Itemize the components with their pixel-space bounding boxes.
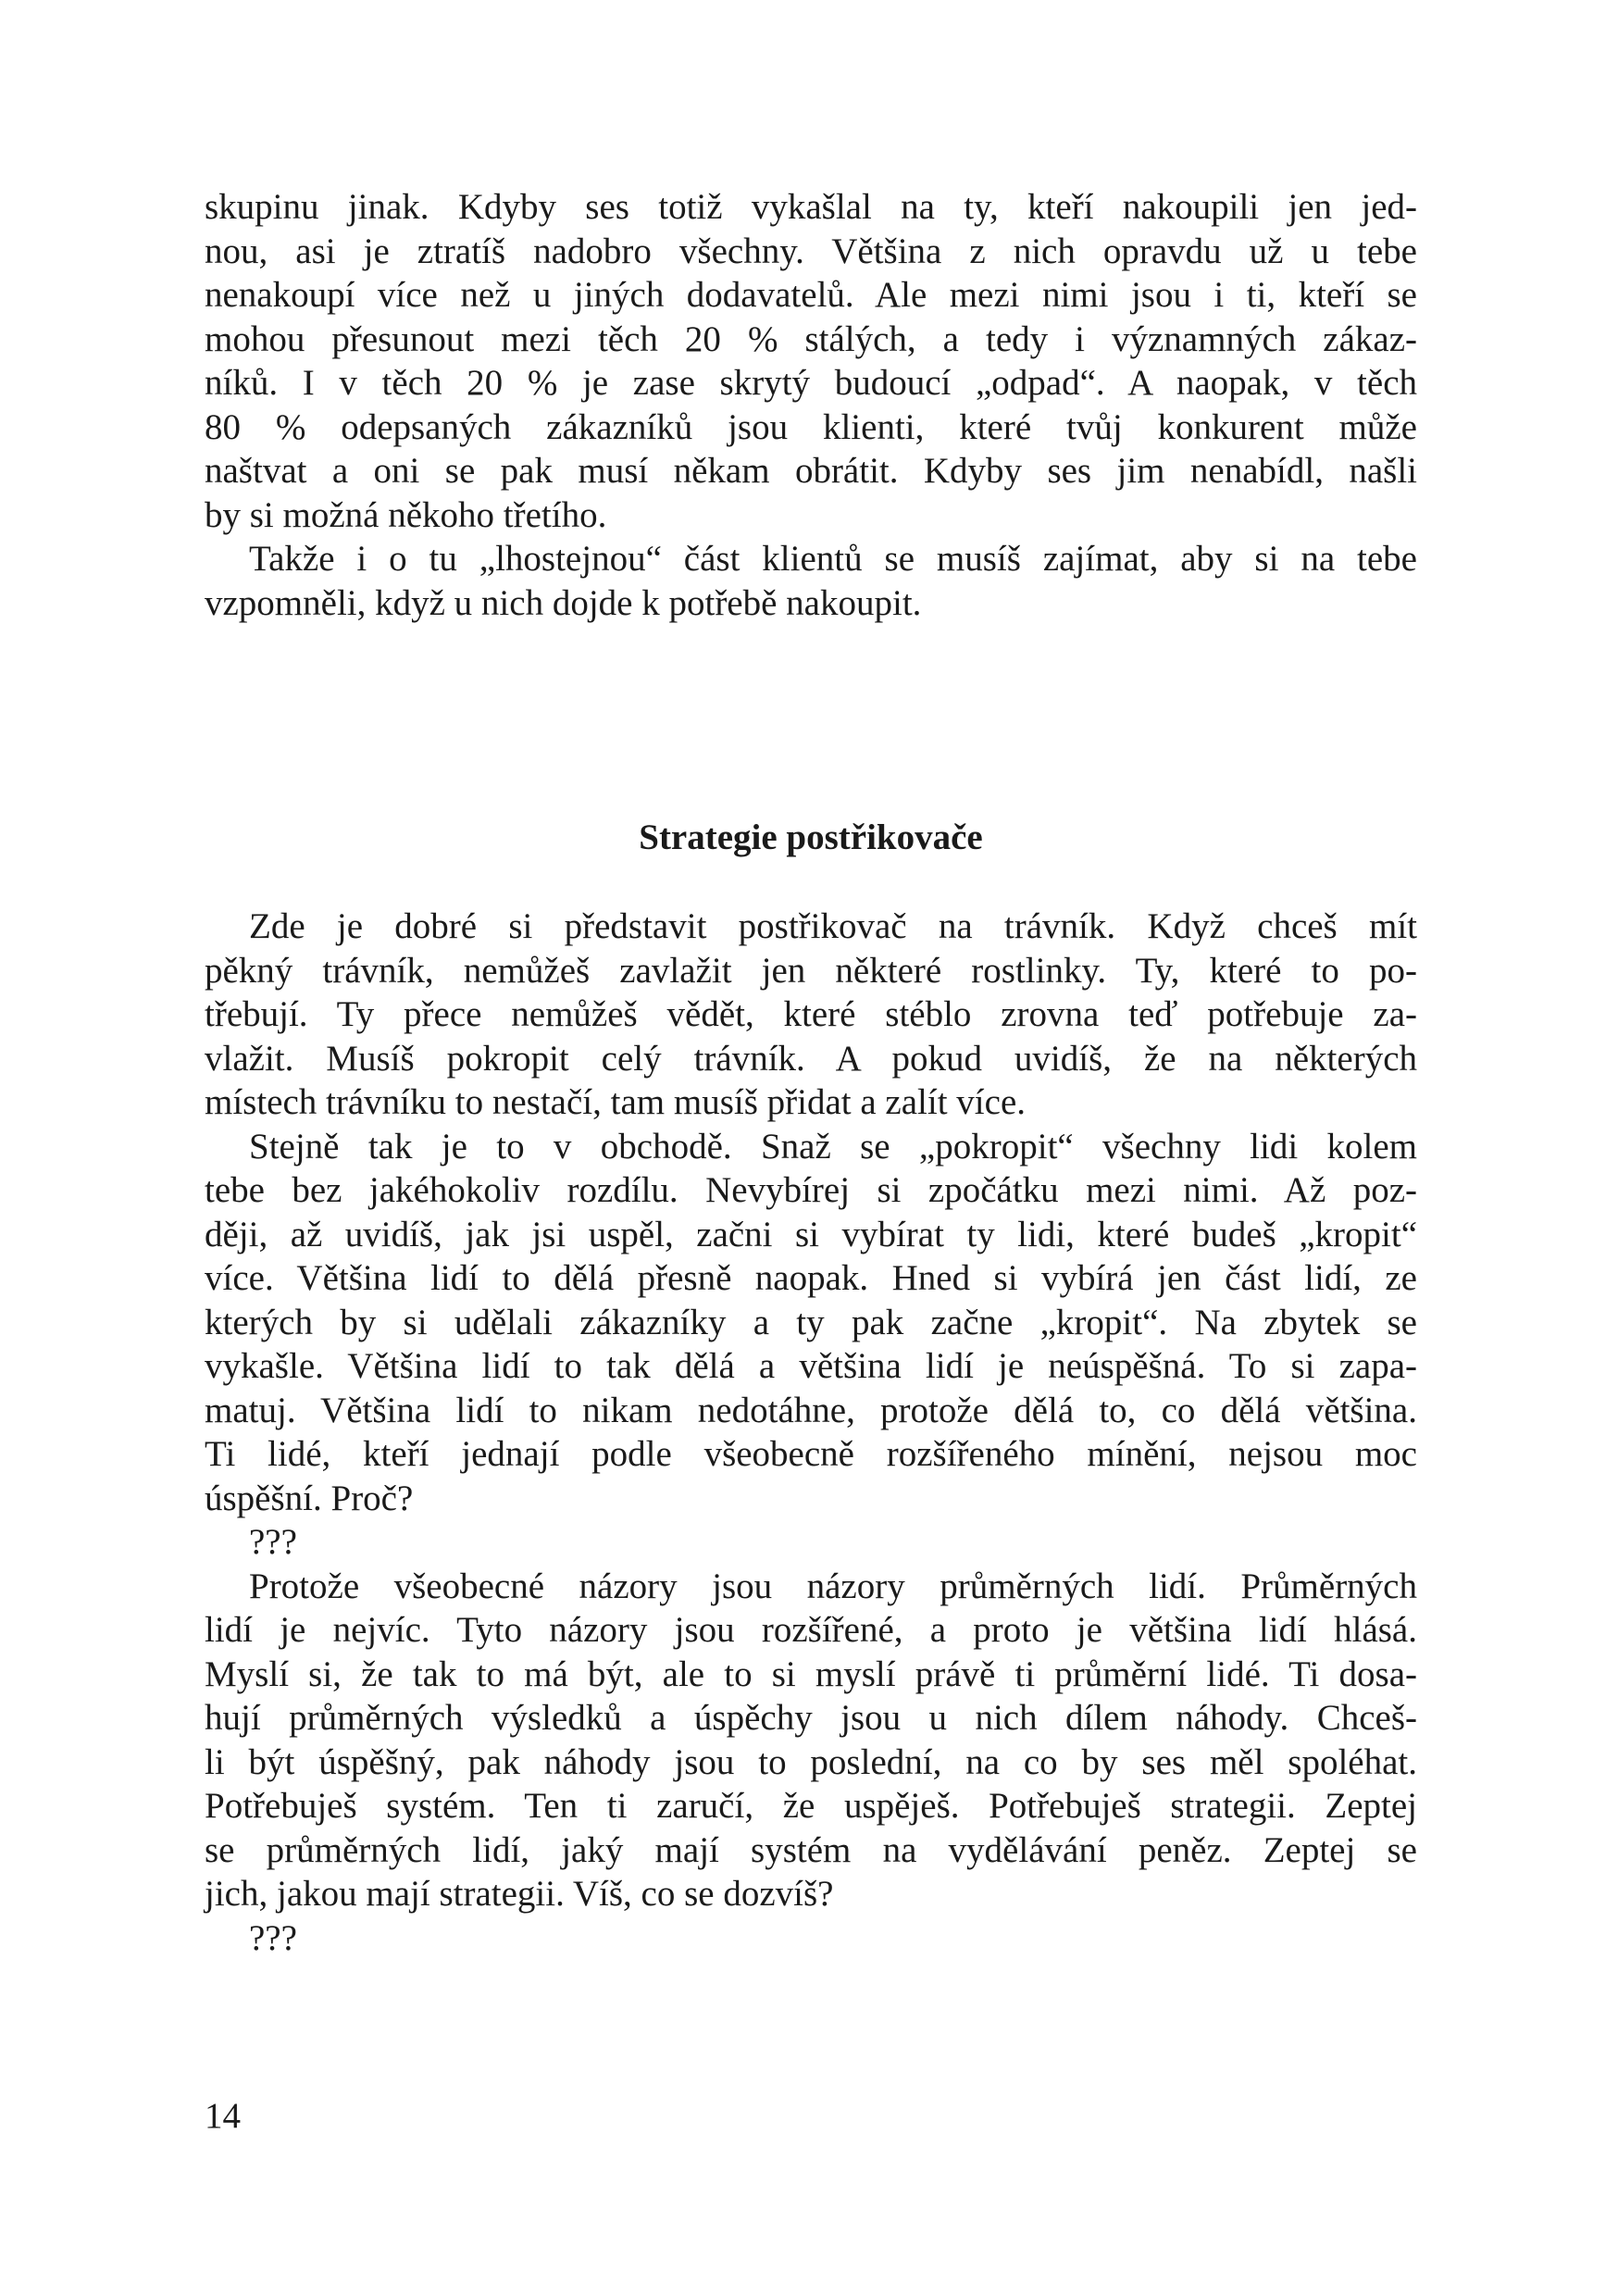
text-line: 80 % odepsaných zákazníků jsou klienti, které tvůj konkurent může <box>205 406 1417 447</box>
text-line: Potřebuješ systém. Ten ti zaručí, že uspěješ. Potřebuješ strategii. Zeptej <box>205 1786 1417 1826</box>
text-line: úspěšní. Proč? <box>205 1478 414 1518</box>
text-line: ději, až uvidíš, jak jsi uspěl, začni si vybírat ty lidi, které budeš „kropit“ <box>205 1214 1417 1254</box>
text-line: naštvat a oni se pak musí někam obrátit. Kdyby ses jim nenabídl, našli <box>205 451 1417 491</box>
text-line: skupinu jinak. Kdyby ses totiž vykašlal na ty, kteří nakoupili jen jed- <box>205 187 1417 227</box>
text-line: lidí je nejvíc. Tyto názory jsou rozšířené, a proto je většina lidí hlásá. <box>205 1610 1417 1650</box>
main-text-block <box>205 905 1417 1960</box>
text-line: nenakoupí více než u jiných dodavatelů. Ale mezi nimi jsou i ti, kteří se <box>205 275 1417 315</box>
text-line: vykašle. Většina lidí to tak dělá a většina lidí je neúspěšná. To si zapa- <box>205 1346 1417 1386</box>
text-line: ??? <box>249 1917 297 1958</box>
text-line: vlažit. Musíš pokropit celý trávník. A pokud uvidíš, že na některých <box>205 1038 1417 1079</box>
text-line: kterých by si udělali zákazníky a ty pak začne „kropit“. Na zbytek se <box>205 1302 1417 1342</box>
section-heading: Strategie postřikovače <box>639 817 983 857</box>
text-line: Protože všeobecné názory jsou názory průměrných lidí. Průměrných <box>249 1566 1417 1606</box>
text-line: Zde je dobré si představit postřikovač na trávník. Když chceš mít <box>249 906 1417 946</box>
text-line: Myslí si, že tak to má být, ale to si myslí právě ti průměrní lidé. Ti dosa- <box>205 1653 1417 1694</box>
text-line: pěkný trávník, nemůžeš zavlažit jen některé rostlinky. Ty, které to po- <box>205 950 1417 991</box>
text-line: místech trávníku to nestačí, tam musíš přidat a zalít více. <box>205 1082 1027 1122</box>
text-line: hují průměrných výsledků a úspěchy jsou u nich dílem náhody. Chceš- <box>205 1698 1417 1738</box>
text-line: by si možná někoho třetího. <box>205 494 607 535</box>
text-line: li být úspěšný, pak náhody jsou to poslední, na co by ses měl spoléhat. <box>205 1741 1417 1782</box>
text-line: jich, jakou mají strategii. Víš, co se dozvíš? <box>205 1874 834 1914</box>
page-number: 14 <box>205 2096 241 2136</box>
text-line: matuj. Většina lidí to nikam nedotáhne, protože dělá to, co dělá většina. <box>205 1390 1417 1430</box>
text-line: Ti lidé, kteří jednají podle všeobecně rozšířeného mínění, nejsou moc <box>205 1434 1417 1474</box>
text-line: Stejně tak je to v obchodě. Snaž se „pokropit“ všechny lidi kolem <box>249 1126 1417 1167</box>
text-line: ??? <box>249 1522 297 1562</box>
top-text-block <box>205 185 1417 625</box>
text-line: se průměrných lidí, jaký mají systém na vydělávání peněz. Zeptej se <box>205 1829 1417 1870</box>
text-line: mohou přesunout mezi těch 20 % stálých, a tedy i významných zákaz- <box>205 318 1417 359</box>
text-line: Takže i o tu „lhostejnou“ část klientů se musíš zajímat, aby si na tebe <box>249 539 1417 579</box>
text-line: třebují. Ty přece nemůžeš vědět, které stéblo zrovna teď potřebuje za- <box>205 994 1417 1034</box>
text-line: níků. I v těch 20 % je zase skrytý budoucí „odpad“. A naopak, v těch <box>205 363 1417 403</box>
text-line: více. Většina lidí to dělá přesně naopak. Hned si vybírá jen část lidí, ze <box>205 1258 1417 1298</box>
text-line: tebe bez jakéhokoliv rozdílu. Nevybírej si zpočátku mezi nimi. Až poz- <box>205 1170 1417 1210</box>
text-line: vzpomněli, když u nich dojde k potřebě nakoupit. <box>205 582 922 623</box>
text-line: nou, asi je ztratíš nadobro všechny. Většina z nich opravdu už u tebe <box>205 231 1417 271</box>
